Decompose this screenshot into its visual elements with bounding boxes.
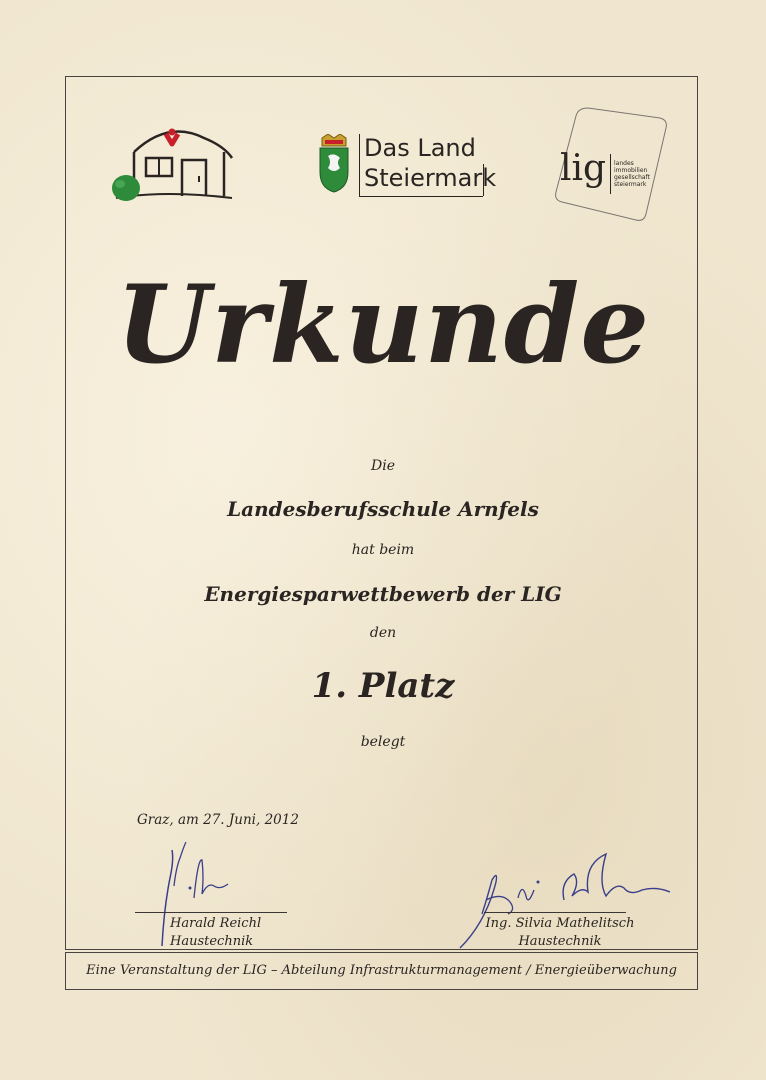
signer-right-name: Ing. Silvia Mathelitsch [485,916,635,931]
house-logo [106,124,236,206]
lig-line3: gesellschaft [614,174,650,181]
coat-of-arms-icon [316,134,352,194]
lig-mark: lig [560,148,607,189]
placement: 1. Platz [311,666,455,706]
contest-name: Energiesparwettbewerb der LIG [204,582,562,606]
lig-line2: immobilien [614,167,648,174]
signature-line-left [135,912,287,913]
lig-line4: steiermark [614,181,647,188]
signer-right-role: Haustechnik [518,934,602,949]
text-den: den [369,625,397,641]
place-date: Graz, am 27. Juni, 2012 [137,812,299,828]
signature-line-right [484,912,626,913]
certificate-title: Urkunde [115,262,651,388]
footer-text: Eine Veranstaltung der LIG – Abteilung Infrastrukturmanagement / Energieüberwachung [86,963,677,978]
text-die: Die [371,458,395,474]
lig-logo [548,104,672,228]
land-line2: Steiermark [364,164,497,192]
lig-line1: landes [614,160,634,167]
footer-box [65,952,698,990]
school-name: Landesberufsschule Arnfels [227,497,539,521]
land-steiermark-logo [316,130,497,200]
text-hat-beim: hat beim [351,542,415,558]
signer-left-name: Harald Reichl [170,916,262,931]
text-belegt: belegt [360,734,406,750]
signer-left-role: Haustechnik [170,934,254,949]
land-line1: Das Land [364,134,476,162]
